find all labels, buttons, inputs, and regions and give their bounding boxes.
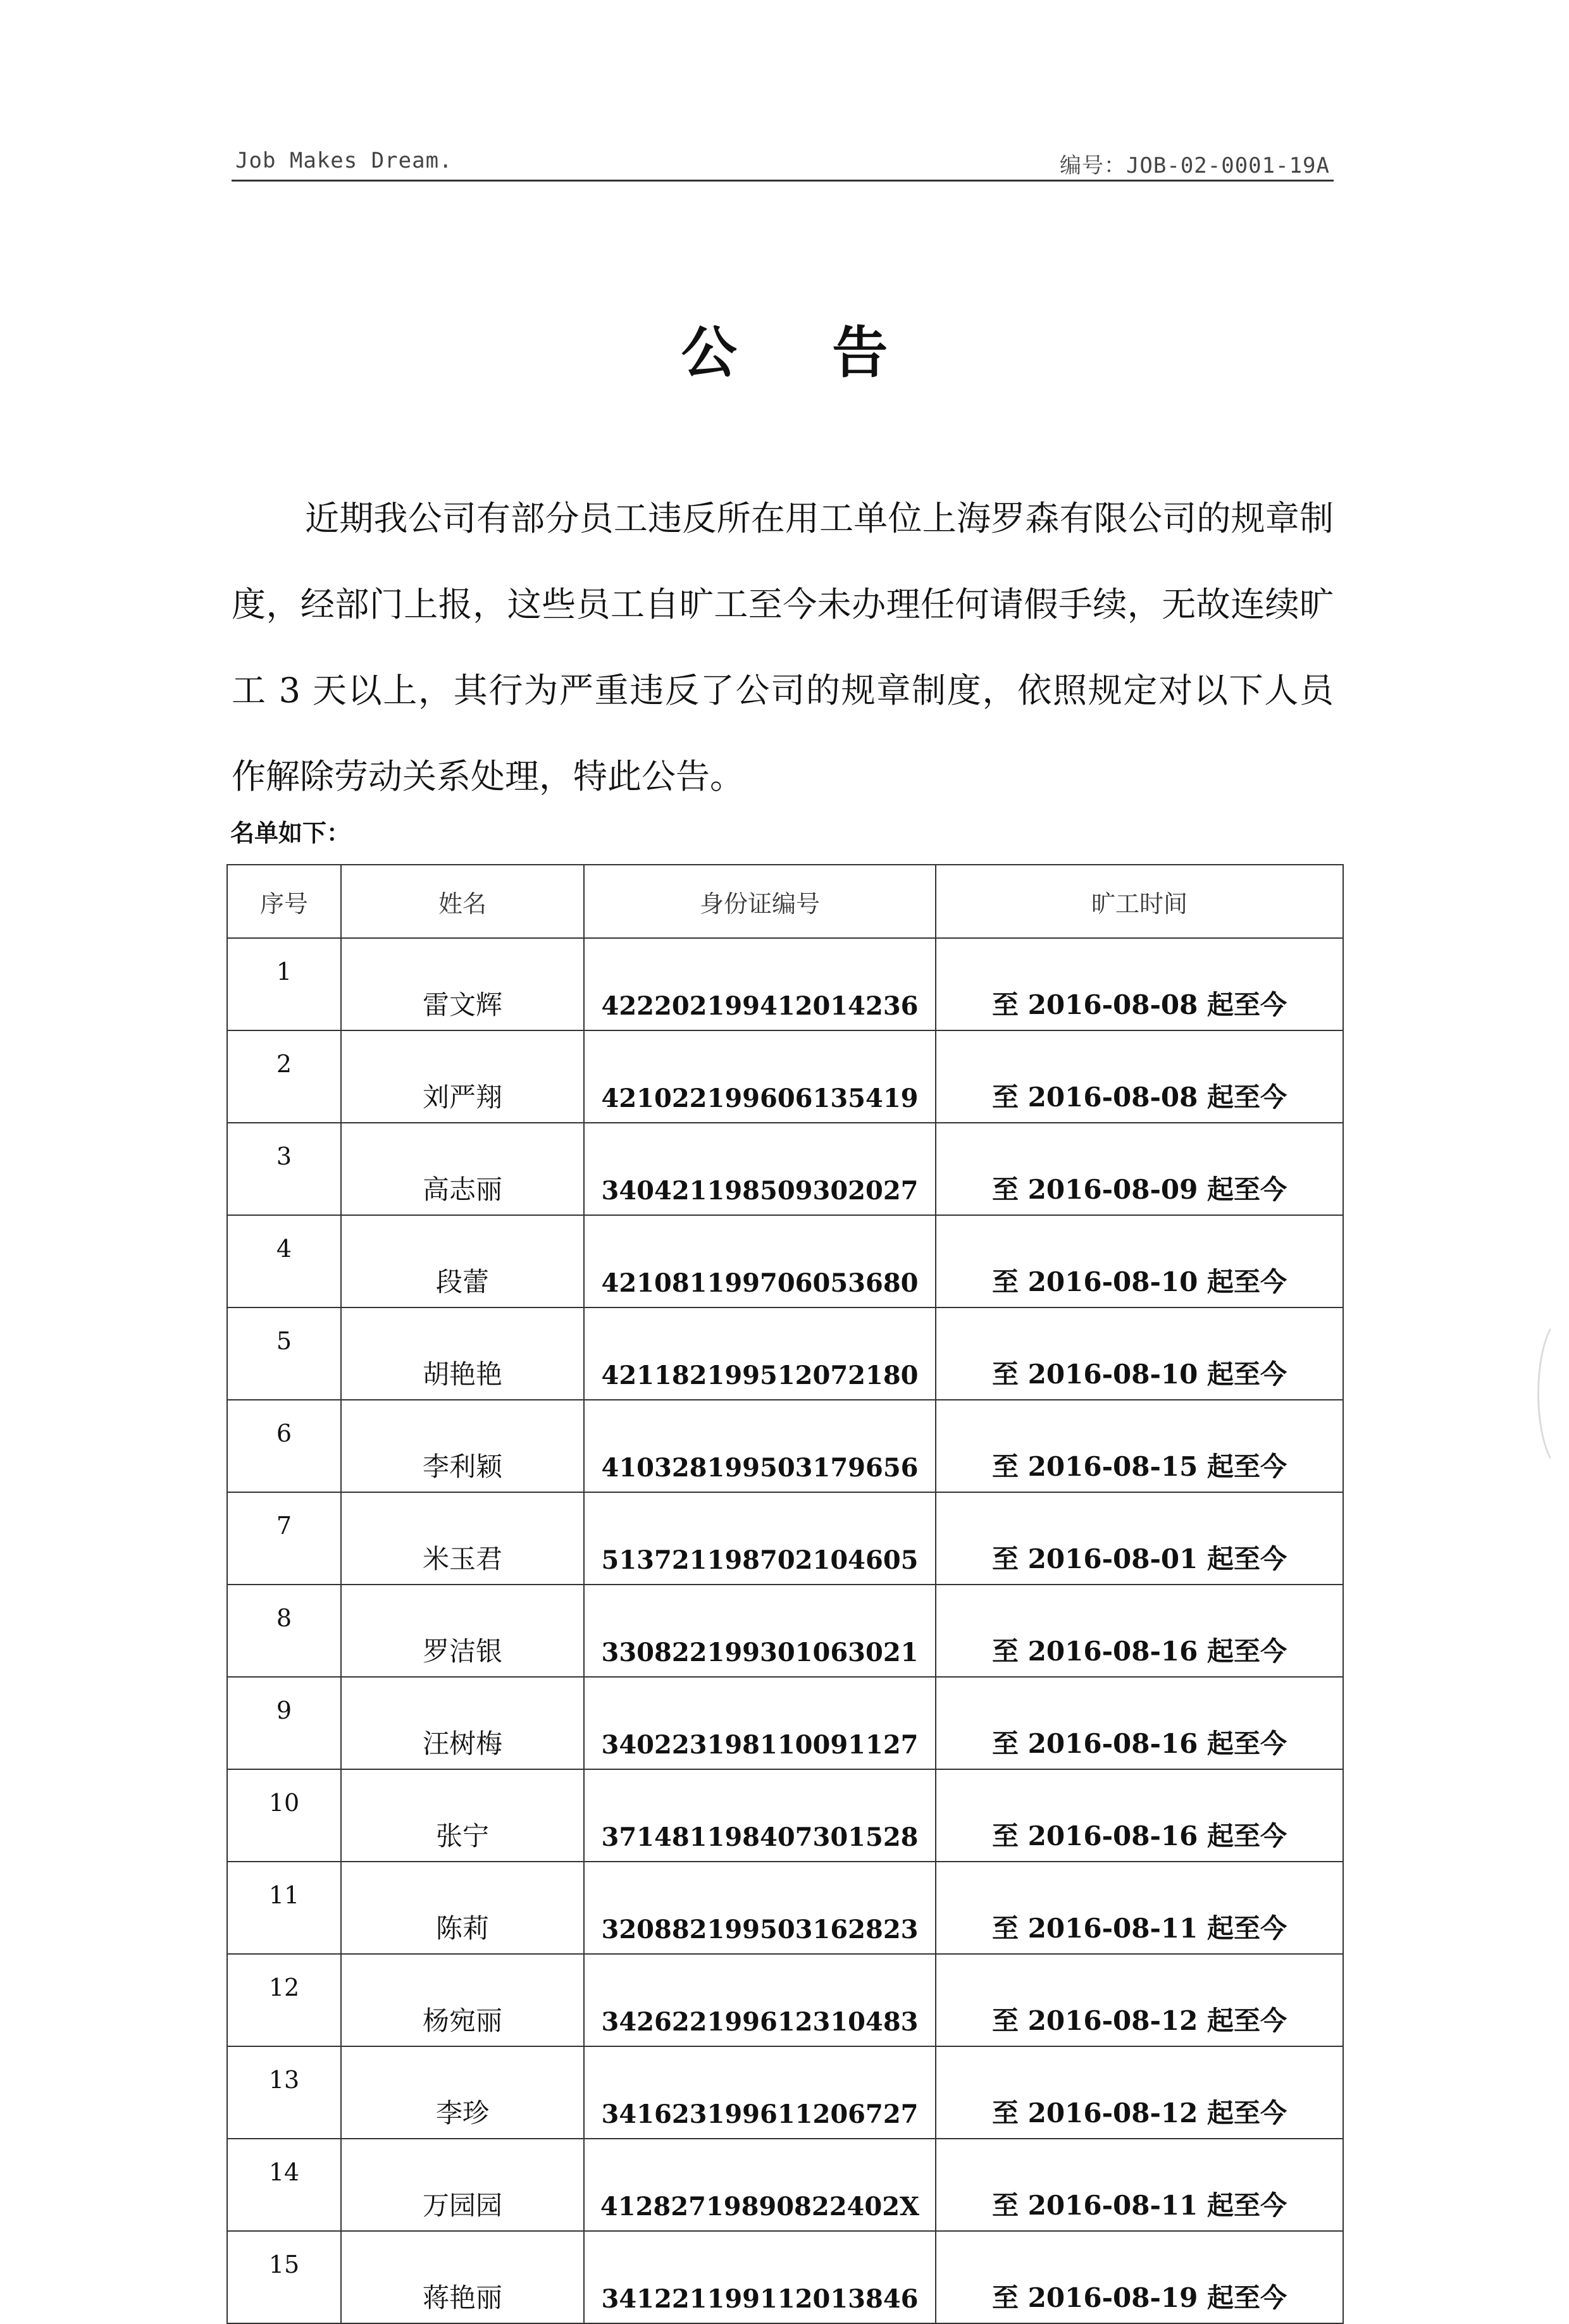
table-row xyxy=(227,2046,1343,2139)
cell-seq: 14 xyxy=(227,2139,341,2231)
header-seq: 序号 xyxy=(227,865,341,938)
cell-absence-time: 至 2016-08-08 起至今 xyxy=(936,938,1343,1030)
cell-absence-time: 至 2016-08-12 起至今 xyxy=(936,2046,1343,2139)
cell-name: 万园园 xyxy=(341,2139,584,2231)
cell-id-number: 341623199611206727 xyxy=(584,2046,936,2139)
cell-seq: 15 xyxy=(227,2231,341,2323)
table-row xyxy=(227,1492,1343,1585)
cell-absence-time: 至 2016-08-10 起至今 xyxy=(936,1215,1343,1307)
table-row xyxy=(227,938,1343,1030)
cell-name: 蒋艳丽 xyxy=(341,2231,584,2323)
cell-id-number: 421081199706053680 xyxy=(584,1215,936,1307)
cell-seq: 1 xyxy=(227,938,341,1030)
cell-id-number: 340223198110091127 xyxy=(584,1677,936,1769)
cell-name: 李利颖 xyxy=(341,1400,584,1492)
page-title: 公 告 xyxy=(681,320,926,385)
table-row xyxy=(227,1677,1343,1769)
table-row xyxy=(227,2139,1343,2231)
seal-edge-mark xyxy=(1537,1316,1569,1471)
table-row xyxy=(227,1954,1343,2046)
cell-id-number: 410328199503179656 xyxy=(584,1400,936,1492)
cell-absence-time: 至 2016-08-16 起至今 xyxy=(936,1677,1343,1769)
cell-name: 米玉君 xyxy=(341,1492,584,1585)
cell-seq: 12 xyxy=(227,1954,341,2046)
header-name: 姓名 xyxy=(341,865,584,938)
cell-absence-time: 至 2016-08-08 起至今 xyxy=(936,1030,1343,1123)
cell-seq: 5 xyxy=(227,1307,341,1400)
cell-name: 李珍 xyxy=(341,2046,584,2139)
table-row xyxy=(227,1307,1343,1400)
cell-id-number: 342622199612310483 xyxy=(584,1954,936,2046)
cell-seq: 3 xyxy=(227,1123,341,1215)
cell-id-number: 340421198509302027 xyxy=(584,1123,936,1215)
cell-id-number: 341221199112013846 xyxy=(584,2231,936,2323)
header-doc-number: 编号：JOB-02-0001-19A xyxy=(1059,153,1330,178)
cell-absence-time: 至 2016-08-10 起至今 xyxy=(936,1307,1343,1400)
cell-seq: 11 xyxy=(227,1862,341,1954)
cell-absence-time: 至 2016-08-01 起至今 xyxy=(936,1492,1343,1585)
cell-seq: 4 xyxy=(227,1215,341,1307)
cell-id-number: 320882199503162823 xyxy=(584,1862,936,1954)
cell-seq: 10 xyxy=(227,1769,341,1862)
cell-name: 刘严翔 xyxy=(341,1030,584,1123)
cell-id-number: 330822199301063021 xyxy=(584,1585,936,1677)
header-absence-time: 旷工时间 xyxy=(936,865,1343,938)
cell-id-number: 422202199412014236 xyxy=(584,938,936,1030)
cell-absence-time: 至 2016-08-19 起至今 xyxy=(936,2231,1343,2323)
cell-absence-time: 至 2016-08-16 起至今 xyxy=(936,1769,1343,1862)
table-row xyxy=(227,1215,1343,1307)
table-row xyxy=(227,1769,1343,1862)
table-row xyxy=(227,2231,1343,2323)
announcement-body: 近期我公司有部分员工违反所在用工单位上海罗森有限公司的规章制度，经部门上报，这些员工自旷工至今未办理任何请假手续，无故连续旷工 3 天以上，其行为严重违反了公司的规章制度，依照规定对以下人员作解除劳动关系处理，特此公告。 xyxy=(232,498,1334,796)
cell-id-number: 513721198702104605 xyxy=(584,1492,936,1585)
cell-absence-time: 至 2016-08-12 起至今 xyxy=(936,1954,1343,2046)
cell-seq: 6 xyxy=(227,1400,341,1492)
header-id-number: 身份证编号 xyxy=(584,865,936,938)
cell-seq: 13 xyxy=(227,2046,341,2139)
cell-name: 胡艳艳 xyxy=(341,1307,584,1400)
table-row xyxy=(227,1585,1343,1677)
cell-id-number: 421022199606135419 xyxy=(584,1030,936,1123)
table-row xyxy=(227,1123,1343,1215)
cell-absence-time: 至 2016-08-09 起至今 xyxy=(936,1123,1343,1215)
list-label: 名单如下： xyxy=(230,819,351,847)
table-row xyxy=(227,1400,1343,1492)
cell-id-number: 371481198407301528 xyxy=(584,1769,936,1862)
cell-seq: 9 xyxy=(227,1677,341,1769)
header-slogan: Job Makes Dream. xyxy=(235,148,453,173)
cell-name: 高志丽 xyxy=(341,1123,584,1215)
table-row xyxy=(227,1862,1343,1954)
cell-name: 雷文辉 xyxy=(341,938,584,1030)
cell-name: 杨宛丽 xyxy=(341,1954,584,2046)
dismissal-table xyxy=(226,864,1344,2324)
cell-seq: 2 xyxy=(227,1030,341,1123)
cell-name: 陈莉 xyxy=(341,1862,584,1954)
table-row xyxy=(227,1030,1343,1123)
cell-seq: 8 xyxy=(227,1585,341,1677)
cell-name: 张宁 xyxy=(341,1769,584,1862)
cell-absence-time: 至 2016-08-11 起至今 xyxy=(936,2139,1343,2231)
cell-id-number: 421182199512072180 xyxy=(584,1307,936,1400)
cell-id-number: 41282719890822402X xyxy=(584,2139,936,2231)
table-body xyxy=(227,938,1343,2323)
cell-name: 段蕾 xyxy=(341,1215,584,1307)
cell-absence-time: 至 2016-08-15 起至今 xyxy=(936,1400,1343,1492)
cell-absence-time: 至 2016-08-11 起至今 xyxy=(936,1862,1343,1954)
cell-name: 汪树梅 xyxy=(341,1677,584,1769)
page-header xyxy=(232,144,1334,182)
table-header-row xyxy=(227,865,1343,938)
cell-name: 罗洁银 xyxy=(341,1585,584,1677)
cell-seq: 7 xyxy=(227,1492,341,1585)
cell-absence-time: 至 2016-08-16 起至今 xyxy=(936,1585,1343,1677)
